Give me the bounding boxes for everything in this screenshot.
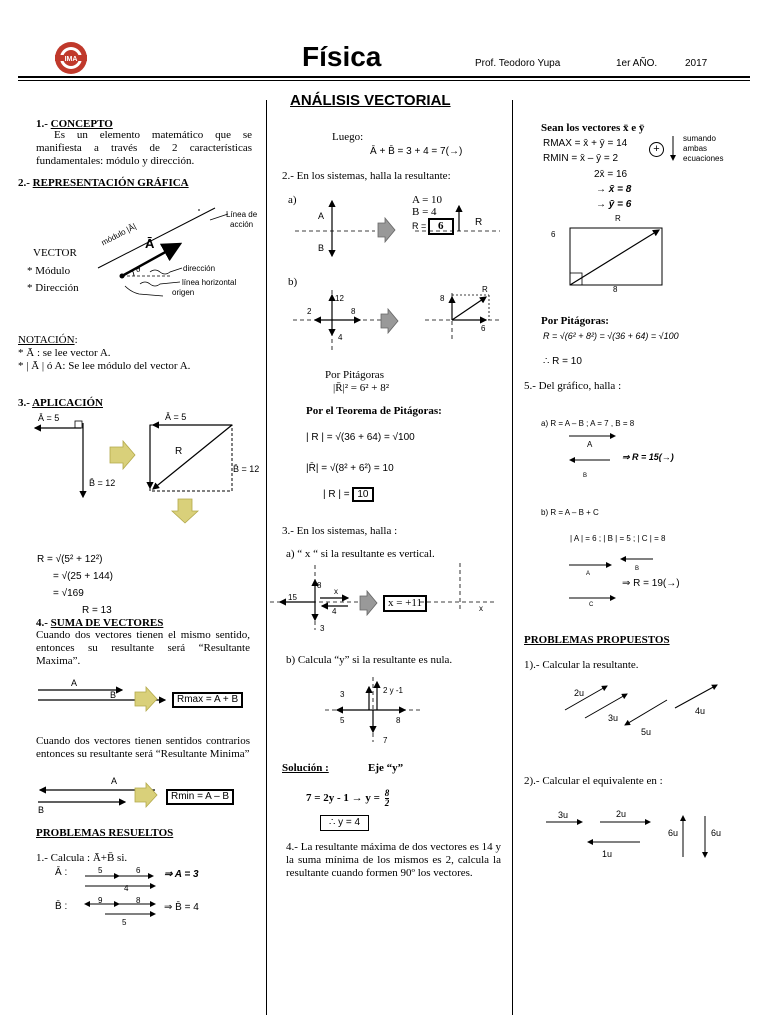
p1-text: 1.- Calcula : Ā+B̄ si. bbox=[36, 852, 128, 864]
aplicacion-diagram bbox=[15, 415, 265, 535]
p5a-result: ⇒ R = 15(→) bbox=[622, 452, 674, 462]
notacion-heading: NOTACIÓN: bbox=[18, 334, 78, 346]
p1-resB: ⇒ B̄ = 4 bbox=[164, 902, 199, 913]
pp1-text: 1).- Calcular la resultante. bbox=[524, 659, 639, 671]
eq-y: → ȳ = 6 bbox=[596, 199, 632, 210]
p5a-B: B bbox=[583, 473, 588, 479]
eq-x: → x̄ = 8 bbox=[596, 184, 632, 195]
pit-2: |R̄|² = 6² + 8² bbox=[333, 382, 390, 394]
p2a-A: A bbox=[318, 211, 325, 221]
p5b-values: | A | = 6 ; | B | = 5 ; | C | = 8 bbox=[570, 534, 666, 543]
ap-A5b: Ā = 5 bbox=[165, 412, 187, 422]
logo-emblem bbox=[53, 40, 89, 76]
p2a-eq2: B = 4 bbox=[412, 206, 437, 218]
p4-text: 4.- La resultante máxima de dos vectores es 14 y la suma mínima de los mismos es 2, calcula la resultante cuando formen 90º los vectores. bbox=[286, 841, 501, 879]
p2a-eq1: A = 10 bbox=[412, 194, 443, 206]
p1-b9: 9 bbox=[98, 896, 103, 905]
res-eq-3: = √169 bbox=[53, 588, 84, 599]
p3b-3: 3 bbox=[340, 690, 345, 699]
sol-eq: 7 = 2y - 1 → y = $\frac{8}{2}$ bbox=[306, 788, 390, 808]
ap-B12: B̄ = 12 bbox=[89, 478, 116, 488]
p2b-8b: 8 bbox=[440, 294, 445, 303]
p3b-diagram bbox=[325, 672, 425, 747]
header-year: 2017 bbox=[685, 58, 708, 69]
p3b-8: 8 bbox=[396, 716, 401, 725]
pp2-diagram bbox=[540, 812, 740, 872]
notacion-2: * | Ā | ó A: Se lee módulo del vector A. bbox=[18, 360, 191, 372]
pp1-3u: 3u bbox=[608, 713, 619, 723]
sean: Sean los vectores x̄ e ȳ bbox=[541, 122, 645, 134]
p2a-R2: R bbox=[475, 217, 483, 228]
plus-circle: + bbox=[649, 142, 664, 157]
header-title: Física bbox=[302, 41, 382, 72]
pit-eq: R = √(6² + 8²) = √(36 + 64) = √100 bbox=[543, 331, 679, 341]
sumando-arrow bbox=[668, 134, 678, 164]
p5b-C: C bbox=[589, 602, 594, 608]
p3a-x2: x bbox=[479, 604, 483, 613]
d-horizontal: línea horizontal bbox=[182, 278, 237, 287]
modulo-bullet: * Módulo bbox=[27, 265, 71, 277]
d-theta: θ bbox=[136, 265, 141, 274]
p1-A-label: Ā : bbox=[55, 867, 68, 878]
s4-heading: 4.- SUMA DE VECTORES bbox=[36, 617, 164, 629]
p5-text: 5.- Del gráfico, halla : bbox=[524, 380, 622, 392]
s4-A: A bbox=[71, 678, 78, 688]
p3a-3: 3 bbox=[320, 624, 325, 633]
sol-den: 2 bbox=[384, 798, 390, 808]
pp1-diagram bbox=[555, 680, 755, 740]
pit-title: Por Pitágoras: bbox=[541, 315, 609, 327]
pit-res: ∴ R = 10 bbox=[543, 356, 582, 367]
column-divider-1 bbox=[266, 100, 267, 1015]
pp1-5u: 5u bbox=[641, 727, 652, 737]
d-modulo: módulo |Ā| bbox=[99, 221, 138, 248]
eq-2x: 2x̄ = 16 bbox=[594, 169, 628, 180]
ap-B12b: B̄ = 12 bbox=[233, 464, 260, 474]
p5b-text: b) R = A – B + C bbox=[541, 508, 599, 517]
p3a-x: x bbox=[334, 587, 338, 596]
s3-heading: 3.- APLICACIÓN bbox=[18, 397, 103, 409]
p2b-diagram bbox=[285, 285, 515, 355]
d-vector-A: Ā bbox=[145, 236, 155, 251]
p2b-label: b) bbox=[288, 276, 298, 288]
teorema: Por el Teorema de Pitágoras: bbox=[306, 405, 442, 417]
p2b-12: 12 bbox=[335, 294, 344, 303]
res-eq-2: = √(25 + 144) bbox=[53, 571, 113, 582]
t-eq2: |R̄| = √(8² + 6²) = 10 bbox=[306, 463, 394, 474]
pp2-2u: 2u bbox=[616, 809, 627, 819]
rmax-eq: RMAX = x̄ + ȳ = 14 bbox=[543, 138, 628, 149]
p2a-label: a) bbox=[288, 194, 297, 206]
pp2-6u-2: 6u bbox=[711, 828, 722, 838]
p1-resA: ⇒ A = 3 bbox=[164, 869, 199, 880]
header-rule bbox=[18, 76, 750, 78]
p2b-2: 2 bbox=[307, 307, 312, 316]
p3a-result: x = +11 bbox=[383, 595, 427, 612]
p5a-A: A bbox=[587, 440, 593, 449]
eje-y: Eje “y” bbox=[368, 762, 404, 774]
luego: Luego: bbox=[332, 131, 364, 143]
rect-R: R bbox=[615, 214, 621, 223]
logo bbox=[53, 40, 89, 76]
p3b-5: 5 bbox=[340, 716, 345, 725]
p2b-4: 4 bbox=[338, 333, 343, 342]
pp1-2u: 2u bbox=[574, 688, 585, 698]
p3a-text: a) “ x “ si la resultante es vertical. bbox=[286, 548, 435, 560]
s4-body: Cuando dos vectores tienen el mismo sentido, entonces su resultante será “Resultante Maxima”. bbox=[36, 629, 250, 667]
sol-num: 8 bbox=[384, 788, 390, 798]
notacion-1: * Ā : se lee vector A. bbox=[18, 347, 111, 359]
rmax-box: Rmax = A + B bbox=[172, 692, 243, 708]
p5a-diagram bbox=[565, 430, 645, 470]
p1-b8: 8 bbox=[136, 896, 141, 905]
d-origen: origen bbox=[172, 288, 195, 297]
p2a-R-value: 6 bbox=[428, 218, 454, 235]
p3-text: 3.- En los sistemas, halla : bbox=[282, 525, 398, 537]
pr-heading: PROBLEMAS RESUELTOS bbox=[36, 827, 174, 839]
p1-a5: 5 bbox=[98, 866, 103, 875]
d-linea-accion: Línea de acción bbox=[226, 210, 258, 229]
p5b-B: B bbox=[635, 566, 640, 572]
p3a-4: 4 bbox=[332, 607, 337, 616]
rect-8: 8 bbox=[613, 285, 618, 294]
doc-title: ANÁLISIS VECTORIAL bbox=[290, 92, 451, 109]
rect-diagram bbox=[565, 220, 675, 295]
p1-b5: 5 bbox=[122, 918, 127, 927]
p2b-8: 8 bbox=[351, 307, 356, 316]
s1-body: Es un elemento matemático que se manifiesta a través de 2 características fundamentales: módulo y dirección. bbox=[36, 129, 252, 167]
d-direccion: dirección bbox=[183, 264, 216, 273]
pp2-6u: 6u bbox=[668, 828, 679, 838]
pp2-1u: 1u bbox=[602, 849, 613, 859]
header-author: Prof. Teodoro Yupa bbox=[475, 58, 561, 69]
s4-B: B bbox=[110, 690, 117, 700]
s1-heading: 1.- CONCEPTO bbox=[36, 118, 113, 130]
p3b-text: b) Calcula “y” si la resultante es nula. bbox=[286, 654, 453, 666]
p1-a6: 6 bbox=[136, 866, 141, 875]
svg-text:IMA: IMA bbox=[64, 56, 78, 63]
direccion-bullet: * Dirección bbox=[27, 282, 79, 294]
header-rule-thin bbox=[18, 80, 750, 81]
pp2-text: 2).- Calcular el equivalente en : bbox=[524, 775, 663, 787]
p2a-B: B bbox=[318, 243, 325, 253]
p2-text: 2.- En los sistemas, halla la resultante: bbox=[282, 170, 451, 182]
s4-body2: Cuando dos vectores tienen sentidos contrarios entonces su resultante será “Resultante Minima” bbox=[36, 735, 250, 760]
vector-label: VECTOR bbox=[33, 247, 77, 259]
rmin-eq: RMIN = x̄ – ȳ = 2 bbox=[543, 153, 619, 164]
rect-6: 6 bbox=[551, 230, 556, 239]
luego-eq: Ā + B̄ = 3 + 4 = 7(→) bbox=[370, 146, 463, 157]
p1-B-label: B̄ : bbox=[55, 901, 68, 912]
pp1-4u: 4u bbox=[695, 706, 706, 716]
ap-A5: Ā = 5 bbox=[38, 413, 60, 423]
p3b-7: 7 bbox=[383, 736, 388, 745]
res-eq-4: R = 13 bbox=[82, 605, 112, 616]
s2-heading: 2.- REPRESENTACIÓN GRÁFICA bbox=[18, 177, 189, 189]
sumando-note: sumando ambas ecuaciones bbox=[683, 134, 724, 163]
rmin-box: Rmin = A – B bbox=[166, 789, 234, 805]
pp2-3u: 3u bbox=[558, 810, 569, 820]
p3a-8: 8 bbox=[317, 581, 322, 590]
header-grade: 1er AÑO. bbox=[616, 58, 658, 69]
p5b-result: ⇒ R = 19(→) bbox=[622, 578, 680, 589]
pp-heading: PROBLEMAS PROPUESTOS bbox=[524, 634, 670, 646]
t-eq3: | R | = 10 bbox=[323, 489, 374, 501]
s4-B2: B bbox=[38, 805, 45, 815]
t-eq3-result: 10 bbox=[352, 487, 373, 502]
ap-R: R bbox=[175, 446, 183, 457]
sol-box: ∴ y = 4 bbox=[320, 815, 369, 831]
p2b-6: 6 bbox=[481, 324, 486, 333]
p5a-text: a) R = A – B ; A = 7 , B = 8 bbox=[541, 419, 635, 428]
solucion: Solución : bbox=[282, 762, 329, 774]
p5b-A: A bbox=[586, 571, 591, 577]
p2b-R: R bbox=[482, 285, 488, 294]
pit-1: Por Pitágoras bbox=[325, 369, 384, 381]
p3b-2y: 2 y -1 bbox=[383, 686, 404, 695]
t-eq1: | R | = √(36 + 64) = √100 bbox=[306, 432, 415, 443]
p2a-R: R = bbox=[412, 221, 427, 231]
res-eq-1: R = √(5² + 12²) bbox=[37, 554, 103, 565]
p1-a4: 4 bbox=[124, 884, 129, 893]
p3a-15: 15 bbox=[288, 593, 297, 602]
p2a-diagram bbox=[285, 196, 515, 266]
s4-A2: A bbox=[111, 776, 118, 786]
